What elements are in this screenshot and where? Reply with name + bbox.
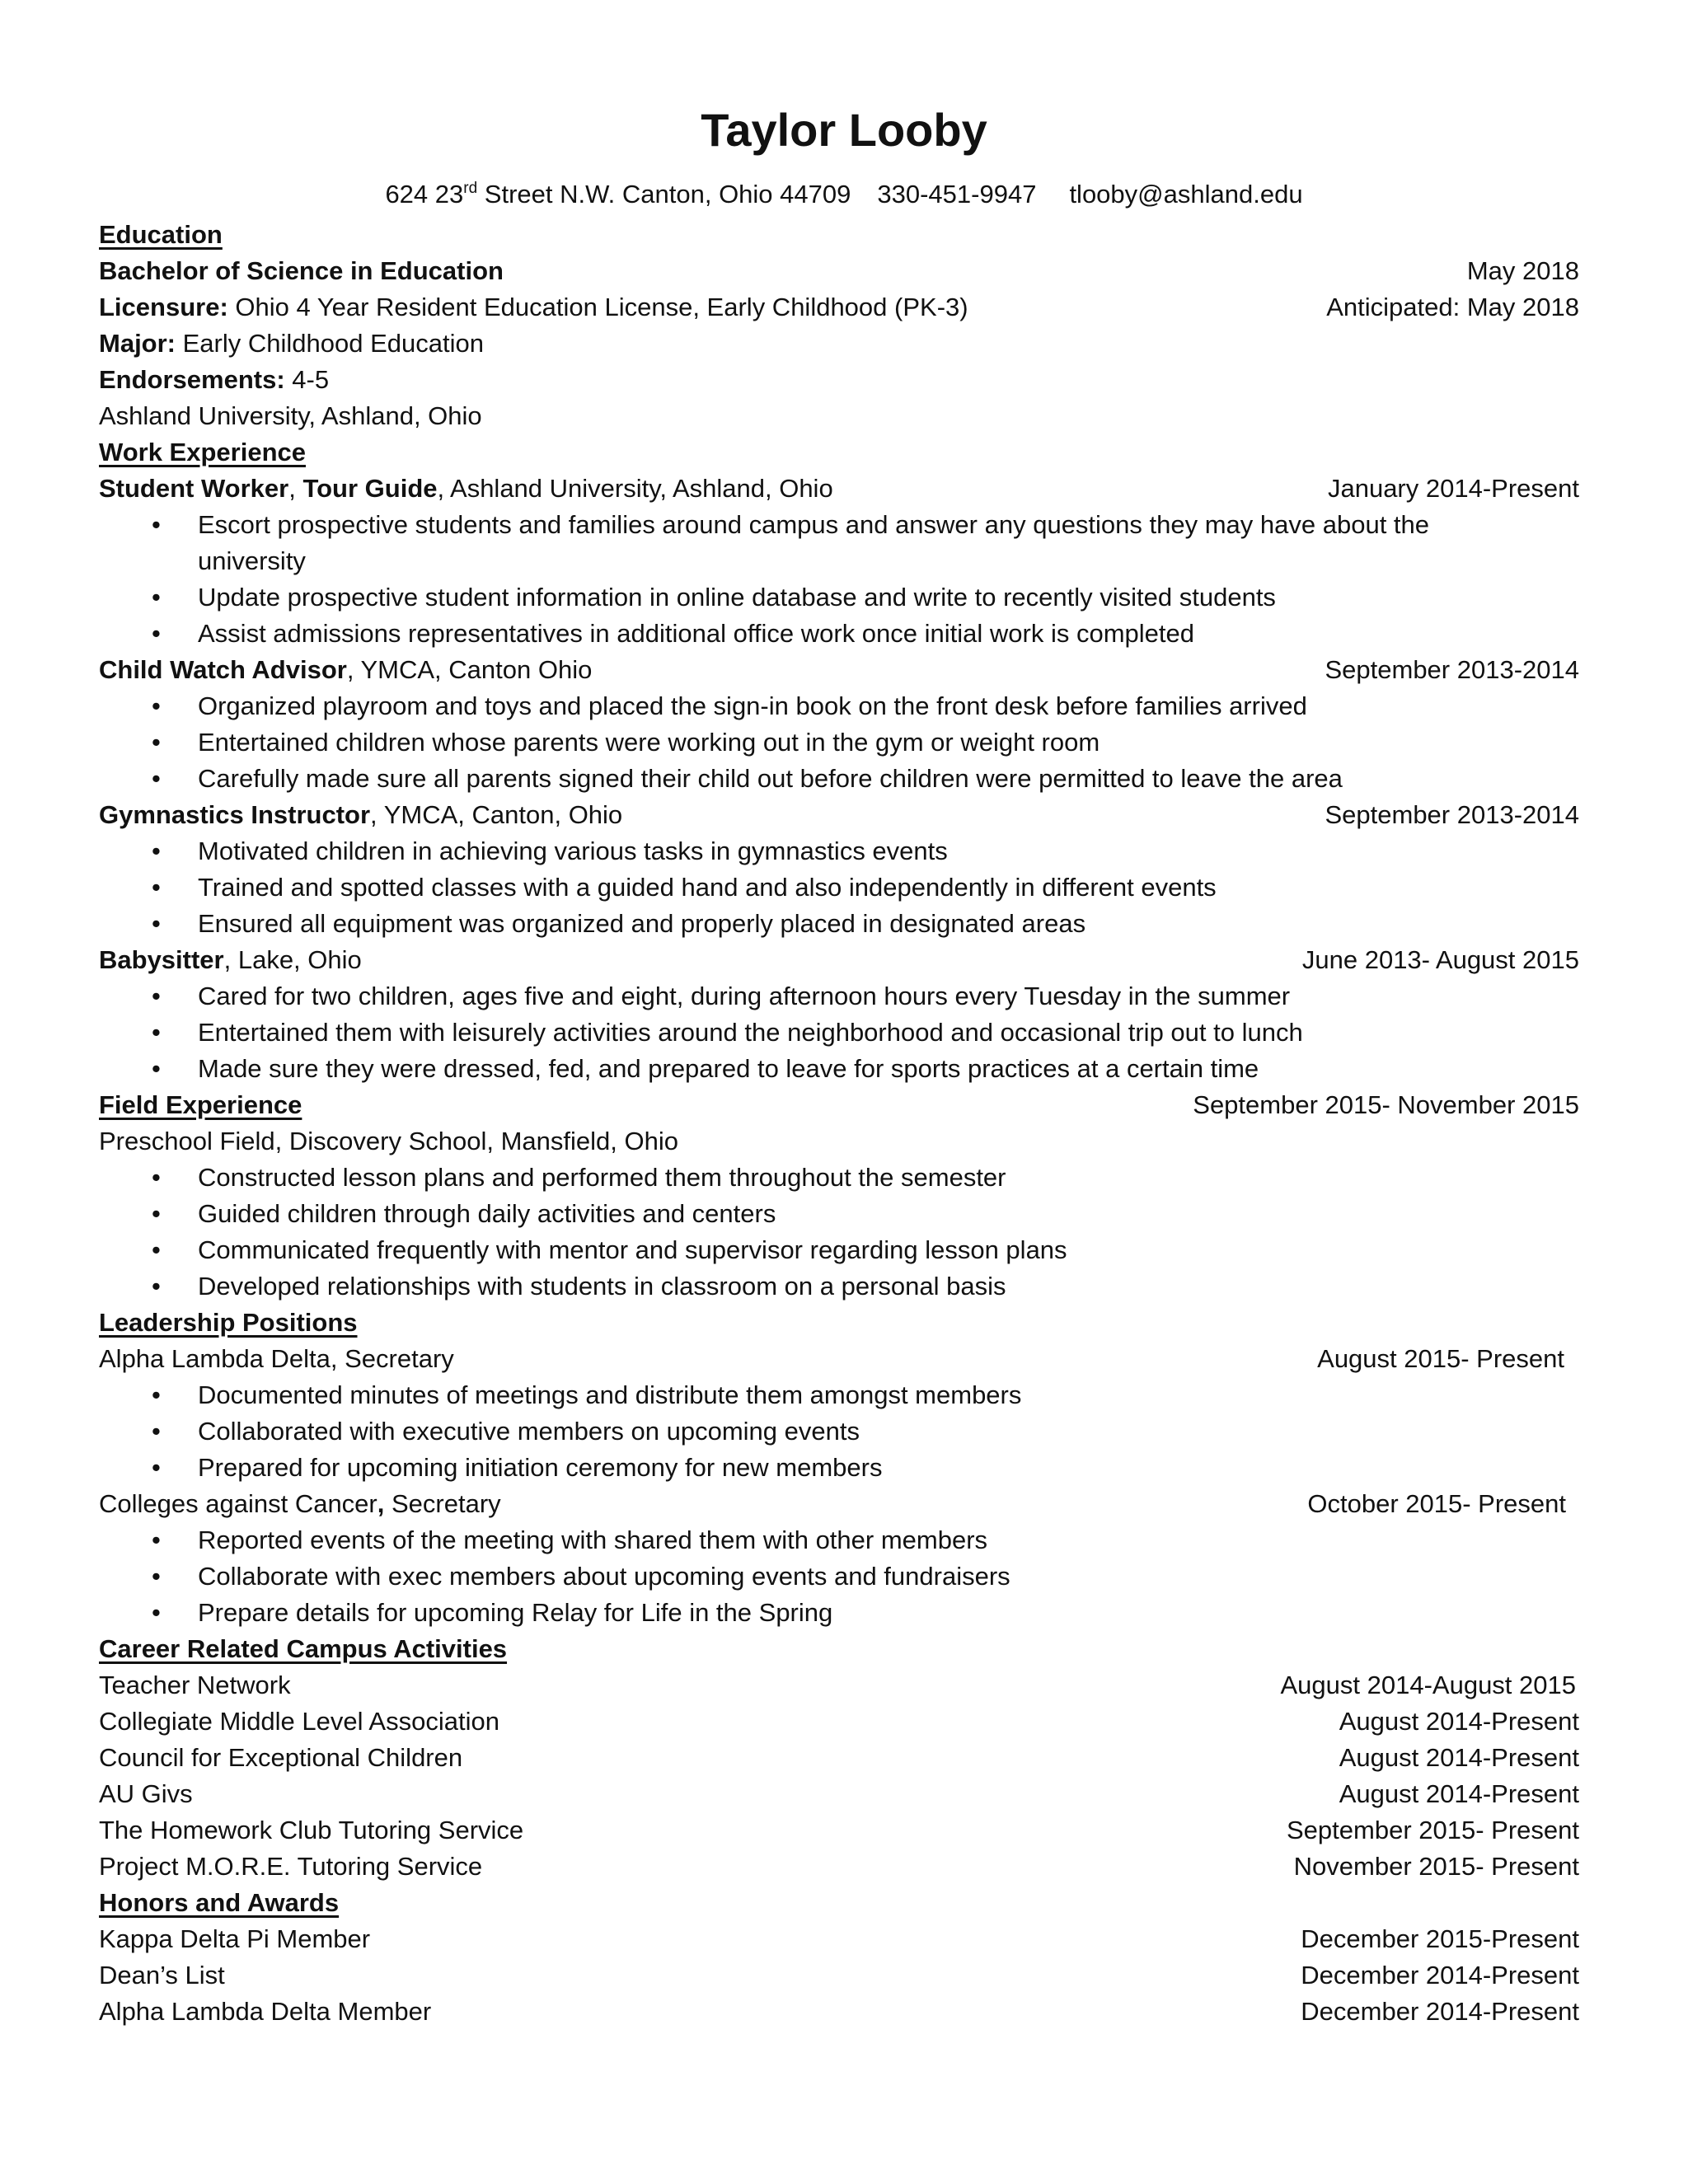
position-line <box>99 1341 1579 1377</box>
bullet-text: Prepared for upcoming initiation ceremony for new members <box>198 1453 883 1482</box>
bullet-text: Organized playroom and toys and placed the sign-in book on the front desk before families arrived <box>198 691 1307 720</box>
endorsements-line <box>99 362 1579 398</box>
list-item: • Escort prospective students and families around campus and answer any questions they may have about the university <box>152 510 1430 575</box>
bullet-text: Ensured all equipment was organized and properly placed in designated areas <box>198 909 1086 938</box>
honor-row <box>99 1994 1579 2030</box>
bullet-text: Collaborate with exec members about upcoming events and fundraisers <box>198 1562 1010 1591</box>
job-bullets <box>99 688 1579 797</box>
activity-row <box>99 1776 1579 1812</box>
job-date: June 2013- August 2015 <box>1301 945 1579 974</box>
licensure-date: Anticipated: May 2018 <box>1326 293 1579 321</box>
field-bullets <box>99 1160 1579 1305</box>
activity-row <box>99 1849 1579 1885</box>
field-date: September 2015- November 2015 <box>1193 1090 1579 1119</box>
field-heading: Field Experience <box>99 1090 302 1119</box>
job-org: , YMCA, Canton Ohio <box>346 655 593 684</box>
bullet-text: Entertained children whose parents were working out in the gym or weight room <box>198 728 1100 757</box>
job-title-line <box>99 471 1579 507</box>
position-date: October 2015- Present <box>1307 1489 1566 1518</box>
list-item: • Made sure they were dressed, fed, and prepared to leave for sports practices at a certain time <box>152 1054 1259 1083</box>
list-item: • Guided children through daily activities and centers <box>152 1199 776 1228</box>
address <box>385 180 851 209</box>
honor-date: December 2014-Present <box>1301 1961 1579 1990</box>
position-org: Alpha Lambda Delta, Secretary <box>99 1344 454 1373</box>
bullet-text: Made sure they were dressed, fed, and prepared to leave for sports practices at a certain time <box>198 1054 1259 1083</box>
job-title: Babysitter <box>99 945 224 974</box>
activity-name: AU Givs <box>99 1779 193 1808</box>
job-bullets <box>99 978 1579 1087</box>
list-item: • Motivated children in achieving various tasks in gymnastics events <box>152 837 948 865</box>
list-item: • Carefully made sure all parents signed their child out before children were permitted to leave the area <box>152 764 1343 793</box>
work-heading: Work Experience <box>99 438 306 466</box>
activity-row <box>99 1667 1579 1704</box>
bullet-text: Developed relationships with students in classroom on a personal basis <box>198 1272 1006 1301</box>
list-item: • Documented minutes of meetings and distribute them amongst members <box>152 1380 1022 1409</box>
activity-date: August 2014-Present <box>1339 1707 1579 1736</box>
job-date: September 2013-2014 <box>1325 800 1579 829</box>
list-item: • Trained and spotted classes with a guided hand and also independently in different events <box>152 873 1217 902</box>
address-superscript: rd <box>463 180 478 197</box>
job-title: Child Watch Advisor <box>99 655 347 684</box>
bullet-text: Carefully made sure all parents signed their child out before children were permitted to leave the area <box>198 764 1343 793</box>
position-bullets <box>99 1377 1579 1486</box>
address-street: Street N.W. Canton, Ohio 44709 <box>477 180 851 209</box>
activity-name: Teacher Network <box>99 1671 291 1699</box>
address-number: 624 23 <box>385 180 464 209</box>
bullet-text: Prepare details for upcoming Relay for Life in the Spring <box>198 1598 833 1627</box>
honor-name: Kappa Delta Pi Member <box>99 1924 371 1953</box>
job-title-line <box>99 942 1579 978</box>
activity-name: Project M.O.R.E. Tutoring Service <box>99 1852 483 1881</box>
honor-name: Alpha Lambda Delta Member <box>99 1997 432 2026</box>
list-item: • Prepared for upcoming initiation ceremony for new members <box>152 1453 883 1482</box>
degree-date: May 2018 <box>1466 256 1579 285</box>
list-item: • Assist admissions representatives in additional office work once initial work is completed <box>152 619 1194 648</box>
degree: Bachelor of Science in Education <box>99 256 504 285</box>
leadership-heading: Leadership Positions <box>99 1308 358 1337</box>
resume-name: Taylor Looby <box>701 104 987 156</box>
endorsements-value: 4-5 <box>284 365 330 394</box>
honors-heading: Honors and Awards <box>99 1888 340 1917</box>
list-item: • Developed relationships with students in classroom on a personal basis <box>152 1272 1006 1301</box>
position-date: August 2015- Present <box>1317 1344 1564 1373</box>
bullet-text: Constructed lesson plans and performed them throughout the semester <box>198 1163 1006 1192</box>
position-org: Colleges against Cancer <box>99 1489 377 1518</box>
list-item: • Entertained children whose parents were working out in the gym or weight room <box>152 728 1100 757</box>
activities-heading: Career Related Campus Activities <box>99 1634 508 1663</box>
job-bullets <box>99 507 1579 652</box>
honor-row <box>99 1957 1579 1994</box>
contact-line <box>0 176 1688 213</box>
position-comma: , <box>377 1489 385 1518</box>
list-item: • Collaborate with exec members about upcoming events and fundraisers <box>152 1562 1010 1591</box>
school-line: Ashland University, Ashland, Ohio <box>99 401 482 430</box>
resume-content <box>99 217 1579 2030</box>
activity-date: September 2015- Present <box>1287 1816 1579 1844</box>
licensure-line <box>99 289 1579 326</box>
bullet-text: Update prospective student information in online database and write to recently visited students <box>198 583 1276 612</box>
activity-row <box>99 1704 1579 1740</box>
licensure-value: Ohio 4 Year Resident Education License, Early Childhood (PK-3) <box>227 293 968 321</box>
list-item: • Entertained them with leisurely activities around the neighborhood and occasional trip out to lunch <box>152 1018 1303 1047</box>
bullet-text: Guided children through daily activities and centers <box>198 1199 776 1228</box>
bullet-text: Reported events of the meeting with shared them with other members <box>198 1526 988 1554</box>
activity-name: The Homework Club Tutoring Service <box>99 1816 524 1844</box>
phone: 330-451-9947 <box>877 180 1037 209</box>
honor-row <box>99 1921 1579 1957</box>
major-label: Major: <box>99 329 176 358</box>
list-item: • Collaborated with executive members on upcoming events <box>152 1417 860 1446</box>
job-title-line <box>99 797 1579 833</box>
activity-name: Council for Exceptional Children <box>99 1743 463 1772</box>
list-item: • Organized playroom and toys and placed the sign-in book on the front desk before families arrived <box>152 691 1307 720</box>
bullet-text: Escort prospective students and families around campus and answer any questions they may have about the university <box>198 510 1430 575</box>
job-bullets <box>99 833 1579 942</box>
list-item: • Reported events of the meeting with shared them with other members <box>152 1526 988 1554</box>
bullet-text: Collaborated with executive members on upcoming events <box>198 1417 860 1446</box>
job-title-line <box>99 652 1579 688</box>
position-line <box>99 1486 1579 1522</box>
list-item: • Constructed lesson plans and performed them throughout the semester <box>152 1163 1006 1192</box>
education-heading: Education <box>99 220 223 249</box>
licensure-label: Licensure: <box>99 293 228 321</box>
activity-date: November 2015- Present <box>1293 1852 1579 1881</box>
position-bullets <box>99 1522 1579 1631</box>
job-org: , Ashland University, Ashland, Ohio <box>437 474 833 503</box>
job-title-secondary: Tour Guide <box>302 474 438 503</box>
list-item: • Communicated frequently with mentor and supervisor regarding lesson plans <box>152 1235 1067 1264</box>
activity-row <box>99 1812 1579 1849</box>
job-date: January 2014-Present <box>1327 474 1579 503</box>
bullet-text: Entertained them with leisurely activities around the neighborhood and occasional trip out to lunch <box>198 1018 1303 1047</box>
job-date: September 2013-2014 <box>1325 655 1579 684</box>
activity-date: August 2014-Present <box>1339 1743 1579 1772</box>
honor-date: December 2015-Present <box>1301 1924 1579 1953</box>
honor-date: December 2014-Present <box>1301 1997 1579 2026</box>
job-title: Gymnastics Instructor <box>99 800 371 829</box>
list-item: • Update prospective student information in online database and write to recently visited students <box>152 583 1276 612</box>
job-org: , Lake, Ohio <box>223 945 362 974</box>
field-place: Preschool Field, Discovery School, Mansfield, Ohio <box>99 1127 678 1155</box>
activity-date: August 2014-Present <box>1339 1779 1579 1808</box>
major-value: Early Childhood Education <box>176 329 484 358</box>
degree-line <box>99 253 1579 289</box>
job-title-separator: , <box>288 474 303 503</box>
job-title: Student Worker <box>99 474 289 503</box>
bullet-text: Cared for two children, ages five and eight, during afternoon hours every Tuesday in the summer <box>198 982 1291 1010</box>
endorsements-label: Endorsements: <box>99 365 285 394</box>
position-role: Secretary <box>384 1489 501 1518</box>
bullet-text: Communicated frequently with mentor and supervisor regarding lesson plans <box>198 1235 1067 1264</box>
list-item: • Ensured all equipment was organized and properly placed in designated areas <box>152 909 1086 938</box>
honor-name: Dean’s List <box>99 1961 225 1990</box>
field-heading-line <box>99 1087 1579 1123</box>
bullet-text: Assist admissions representatives in additional office work once initial work is completed <box>198 619 1194 648</box>
bullet-text: Motivated children in achieving various tasks in gymnastics events <box>198 837 948 865</box>
activity-row <box>99 1740 1579 1776</box>
major-line <box>99 326 1579 362</box>
email: tlooby@ashland.edu <box>1069 180 1303 209</box>
activity-name: Collegiate Middle Level Association <box>99 1707 499 1736</box>
bullet-text: Documented minutes of meetings and distribute them amongst members <box>198 1380 1022 1409</box>
job-org: , YMCA, Canton, Ohio <box>370 800 623 829</box>
activity-date: August 2014-August 2015 <box>1280 1671 1576 1699</box>
list-item: • Cared for two children, ages five and eight, during afternoon hours every Tuesday in the summer <box>152 982 1291 1010</box>
bullet-text: Trained and spotted classes with a guided hand and also independently in different events <box>198 873 1217 902</box>
list-item: • Prepare details for upcoming Relay for Life in the Spring <box>152 1598 833 1627</box>
